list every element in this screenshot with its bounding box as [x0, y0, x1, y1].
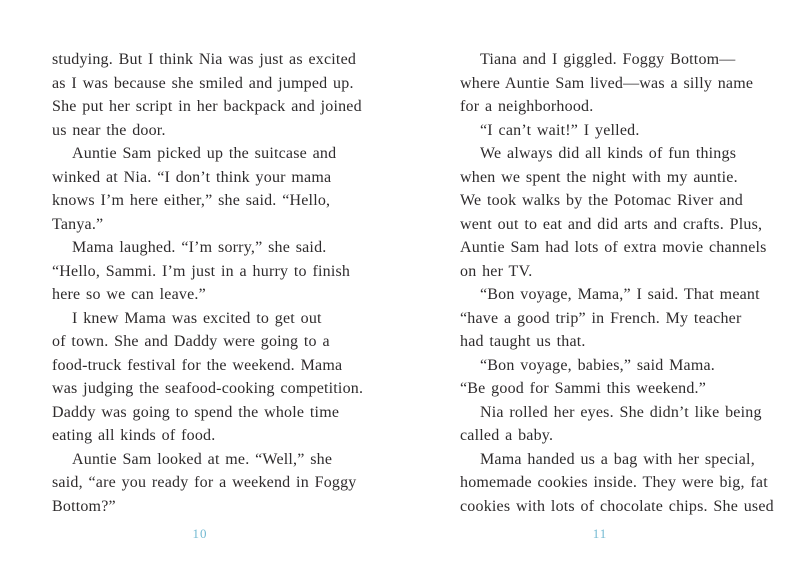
text-line: Auntie Sam had lots of extra movie channels	[460, 239, 767, 256]
page-right	[400, 0, 800, 571]
text-line: We always did all kinds of fun things	[480, 145, 737, 162]
text-line: Daddy was going to spend the whole time	[52, 403, 340, 421]
text-line: “I can’t wait!” I yelled.	[480, 121, 640, 139]
text-line: food-truck festival for the weekend. Mama	[52, 356, 343, 374]
text-line: We took walks by the Potomac River and	[460, 192, 743, 209]
text-line: “Bon voyage, babies,” said Mama.	[480, 356, 716, 374]
text-line: called a baby.	[460, 427, 554, 444]
text-line: Auntie Sam looked at me. “Well,” she	[72, 450, 333, 468]
text-line: Tiana and I giggled. Foggy Bottom—	[480, 51, 736, 68]
text-line: “Hello, Sammi. I’m just in a hurry to finish	[52, 262, 351, 280]
page-right-text	[460, 48, 785, 518]
text-line: studying. But I think Nia was just as excited	[52, 51, 357, 68]
text-line: “have a good trip” in French. My teacher	[460, 309, 742, 327]
text-line: Nia rolled her eyes. She didn’t like being	[480, 403, 762, 421]
text-line: cookies with lots of chocolate chips. She used	[460, 497, 774, 515]
text-line: us near the door.	[52, 121, 166, 139]
text-line: winked at Nia. “I don’t think your mama	[52, 168, 332, 186]
text-line: on her TV.	[460, 262, 533, 280]
text-line: She put her script in her backpack and joined	[52, 98, 362, 115]
text-line: had taught us that.	[460, 333, 586, 350]
text-line: Mama laughed. “I’m sorry,” she said.	[72, 239, 327, 256]
text-line: “Bon voyage, Mama,” I said. That meant	[480, 286, 760, 303]
text-line: “Be good for Sammi this weekend.”	[460, 380, 707, 397]
text-line: knows I’m here either,” she said. “Hello,	[52, 192, 331, 209]
text-line: was judging the seafood-cooking competition.	[52, 380, 364, 397]
text-line: as I was because she smiled and jumped up.	[52, 74, 354, 92]
text-line: of town. She and Daddy were going to a	[52, 333, 330, 350]
text-line: Mama handed us a bag with her special,	[480, 450, 755, 468]
text-line: I knew Mama was excited to get out	[72, 309, 322, 327]
page-left-text	[52, 48, 387, 518]
text-line: Bottom?”	[52, 497, 116, 515]
page-right-number: 11	[592, 526, 608, 541]
text-line: homemade cookies inside. They were big, fat	[460, 474, 768, 491]
text-line: where Auntie Sam lived—was a silly name	[460, 74, 754, 92]
text-line: here so we can leave.”	[52, 286, 206, 303]
text-line: Auntie Sam picked up the suitcase and	[72, 145, 337, 162]
text-line: for a neighborhood.	[460, 98, 594, 115]
text-line: Tanya.”	[52, 215, 104, 233]
text-line: said, “are you ready for a weekend in Foggy	[52, 474, 357, 491]
text-line: eating all kinds of food.	[52, 427, 216, 444]
page-left-number: 10	[192, 526, 208, 541]
text-line: went out to eat and did arts and crafts. Plus,	[460, 215, 763, 233]
text-line: when we spent the night with my auntie.	[460, 168, 738, 186]
